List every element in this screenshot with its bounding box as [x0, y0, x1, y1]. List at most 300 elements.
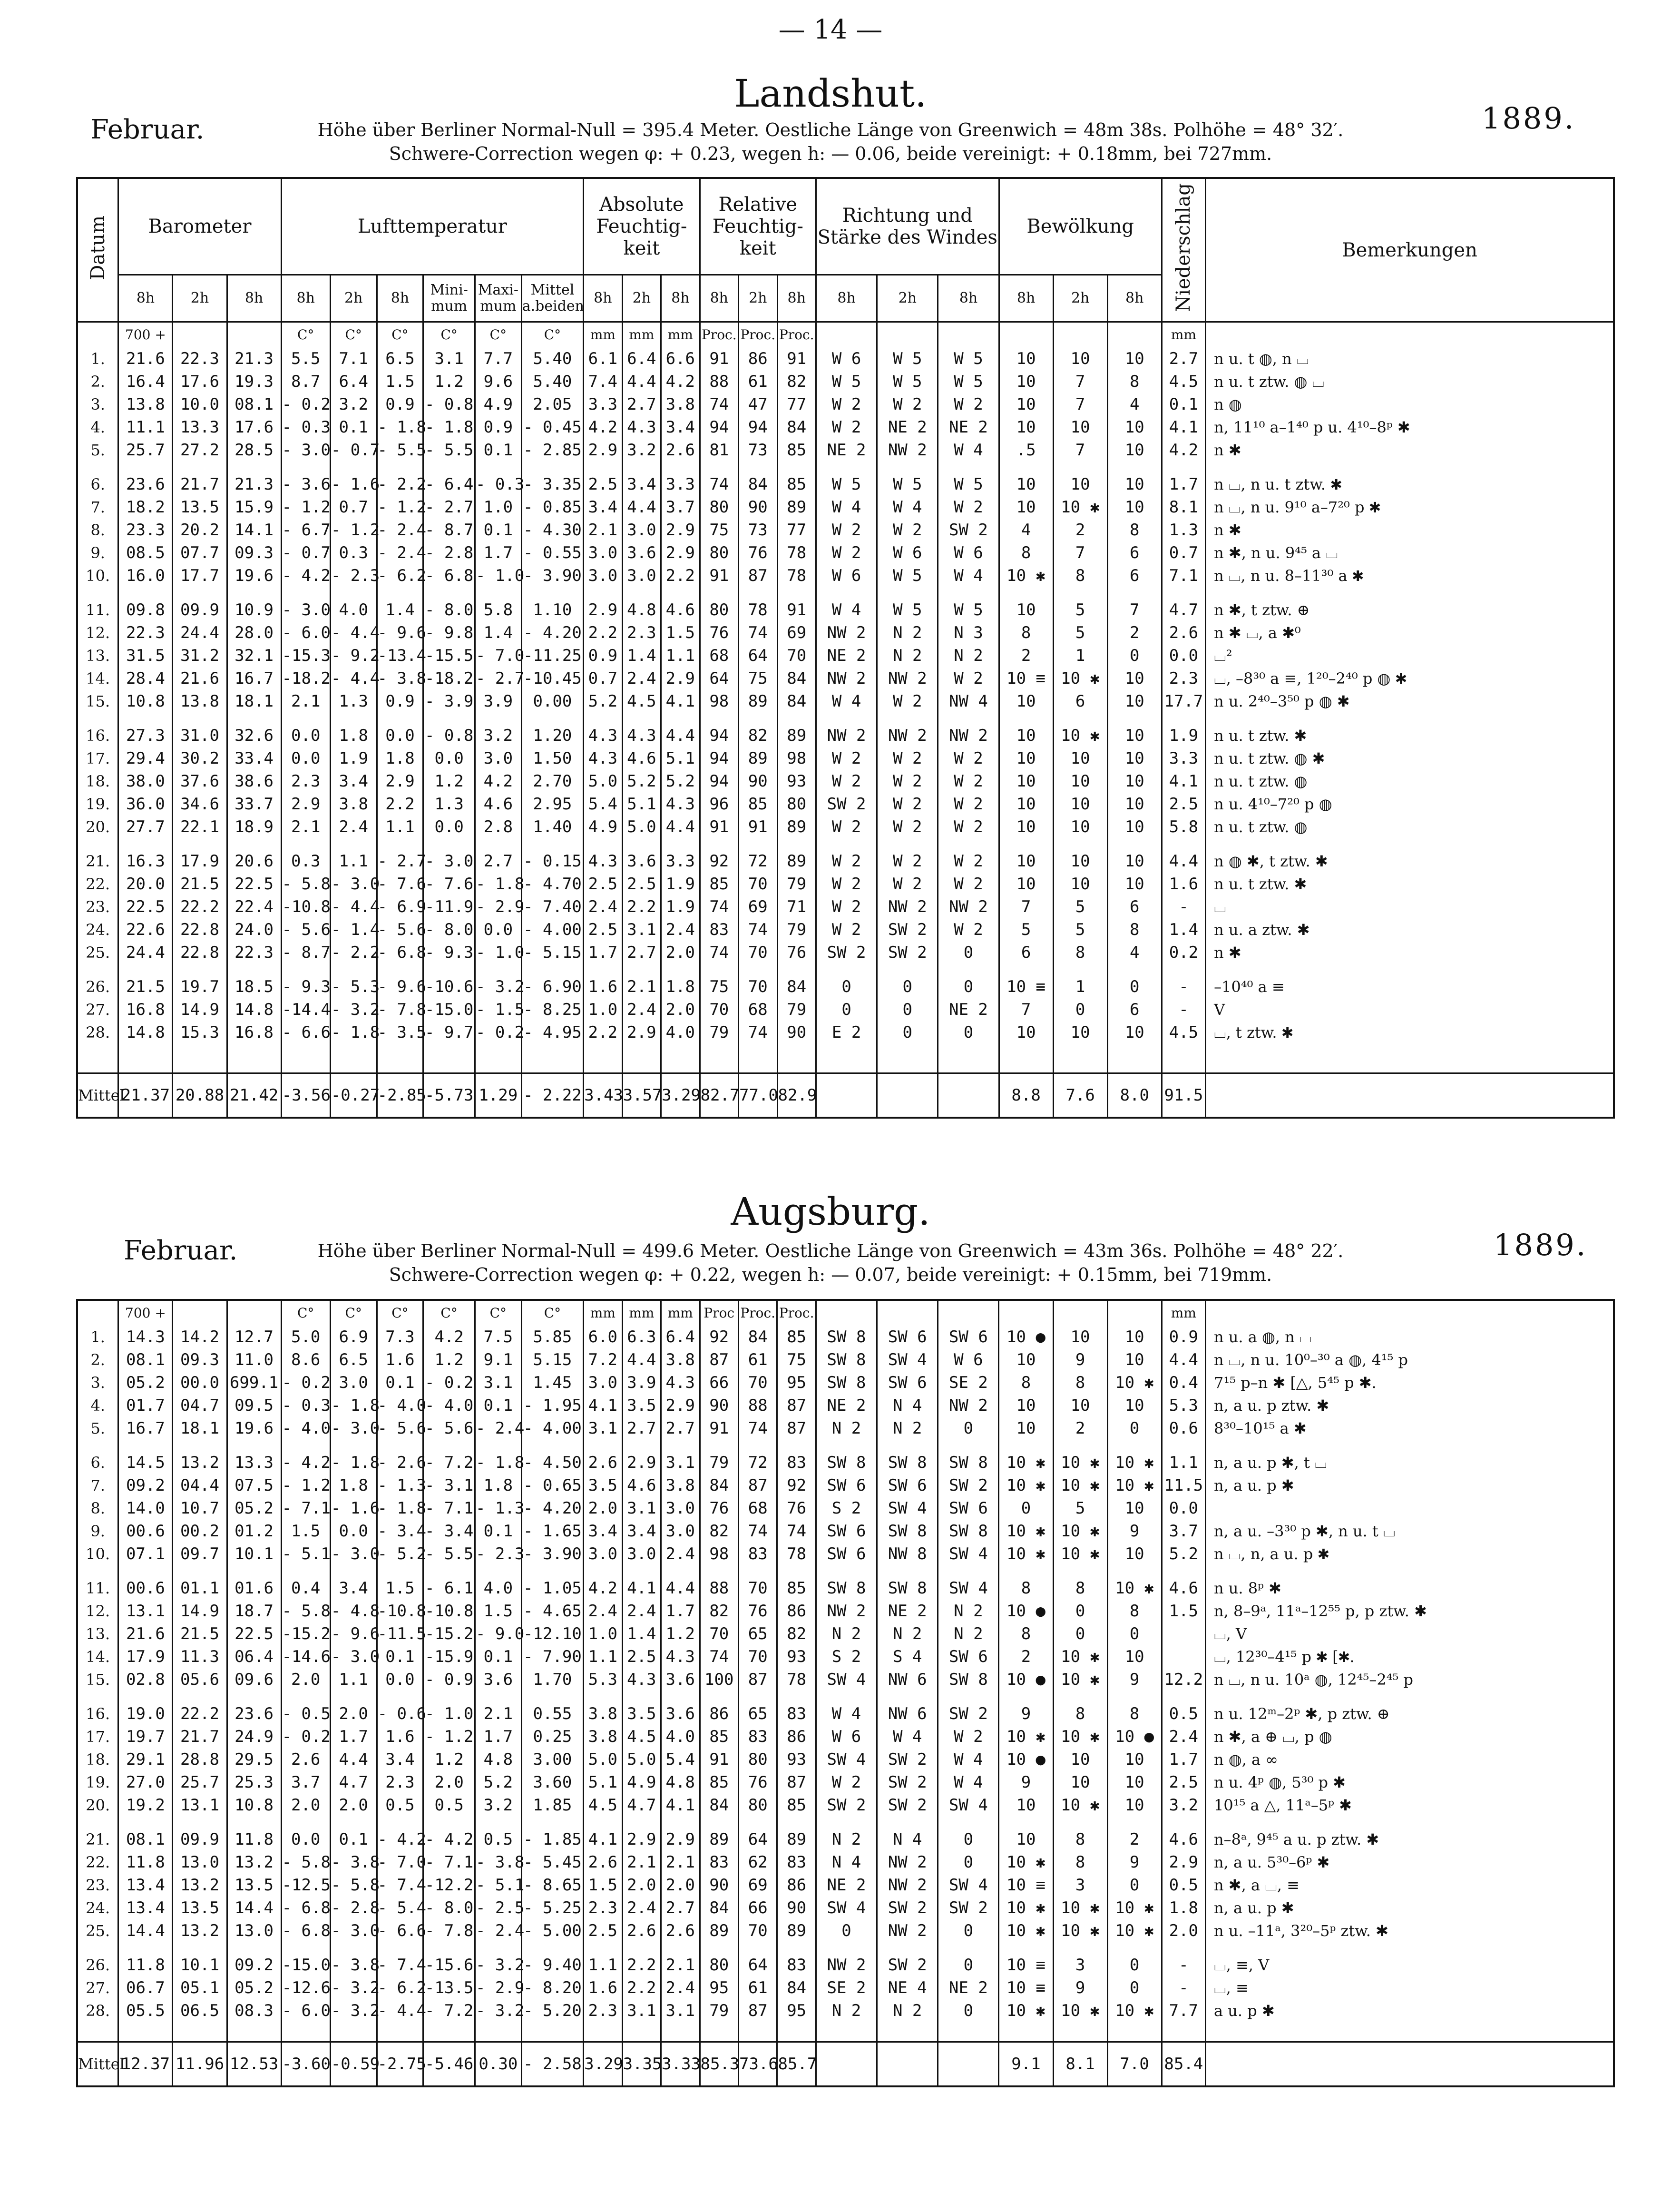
value-cell: N 2: [938, 644, 999, 667]
value-cell: 10: [999, 873, 1053, 895]
mean-cell: 20.88: [173, 1073, 227, 1118]
remark-cell: n ✱ ⌴, a ✱⁰: [1206, 621, 1614, 644]
mean-cell: [877, 1073, 938, 1118]
value-cell: 4: [1107, 393, 1162, 416]
mean-cell: 91.5: [1162, 1073, 1205, 1118]
value-cell: -15.2: [423, 1622, 475, 1645]
value-cell: 05.2: [227, 1976, 281, 1999]
value-cell: 2.95: [521, 793, 583, 816]
header-wind: Richtung und Stärke des Windes: [816, 178, 999, 275]
value-cell: 6.0: [584, 1326, 622, 1348]
value-cell: 16.7: [118, 1417, 173, 1440]
value-cell: 7: [1107, 599, 1162, 621]
date-cell: 12.: [77, 1600, 118, 1622]
value-cell: 0.5: [475, 1828, 521, 1851]
value-cell: 10 ✱: [999, 1520, 1053, 1543]
value-cell: 4.4: [622, 496, 661, 519]
value-cell: 88: [738, 1394, 777, 1417]
mean-cell: 3.33: [661, 2042, 700, 2087]
gap-cell: [1053, 587, 1107, 599]
date-cell: 10.: [77, 564, 118, 587]
value-cell: - 1.8: [330, 1021, 377, 1044]
value-cell: 5: [1053, 621, 1107, 644]
table-row: [77, 1645, 1614, 1668]
date-cell: 11.: [77, 599, 118, 621]
gap-cell: [1162, 1817, 1205, 1828]
unit-cell: [877, 1300, 938, 1326]
remark-cell: ⌴, 12³⁰–4¹⁵ p ✱ [✱.: [1206, 1645, 1614, 1668]
value-cell: 0: [999, 1497, 1053, 1520]
value-cell: 00.2: [173, 1520, 227, 1543]
value-cell: 4.0: [330, 599, 377, 621]
gap-cell: [1107, 838, 1162, 850]
spacer-cell: [938, 1044, 999, 1073]
value-cell: 2.4: [330, 816, 377, 838]
value-cell: 82: [777, 1622, 816, 1645]
unit-cell: C°: [281, 1300, 330, 1326]
value-cell: 07.5: [227, 1474, 281, 1497]
value-cell: 80: [738, 1748, 777, 1771]
value-cell: SW 8: [816, 1326, 877, 1348]
value-cell: 0.0: [1162, 1497, 1205, 1520]
value-cell: 10: [1107, 1326, 1162, 1348]
value-cell: 19.0: [118, 1702, 173, 1725]
value-cell: - 8.25: [521, 998, 583, 1021]
value-cell: 70: [739, 975, 777, 998]
gap-cell: [777, 462, 816, 473]
value-cell: 0.0: [281, 747, 330, 770]
value-cell: 85: [739, 793, 777, 816]
value-cell: - 7.8: [377, 998, 423, 1021]
value-cell: 5.15: [521, 1348, 583, 1371]
gap-cell: [330, 1565, 377, 1577]
value-cell: - 3.8: [377, 667, 423, 690]
value-cell: - 9.40: [521, 1954, 583, 1976]
value-cell: 24.4: [118, 941, 173, 964]
value-cell: 0.0: [330, 1520, 377, 1543]
mean-cell: 3.43: [584, 1073, 622, 1118]
value-cell: 10: [1053, 850, 1107, 873]
value-cell: 10 ✱: [1053, 1543, 1107, 1565]
value-cell: 17.7: [1162, 690, 1205, 713]
value-cell: - 1.2: [377, 496, 423, 519]
spacer-cell: [584, 2022, 622, 2042]
value-cell: -15.0: [423, 998, 475, 1021]
value-cell: W 2: [938, 850, 999, 873]
value-cell: 3.5: [622, 1702, 661, 1725]
value-cell: SW 6: [877, 1326, 938, 1348]
value-cell: - 9.3: [423, 941, 475, 964]
spacer-cell: [1107, 1044, 1162, 1073]
value-cell: 5.0: [622, 1748, 661, 1771]
value-cell: 91: [700, 564, 738, 587]
value-cell: - 8.65: [521, 1874, 583, 1897]
value-cell: 86: [777, 1874, 816, 1897]
value-cell: - 2.7: [377, 850, 423, 873]
header-sub-20: 8h: [1107, 275, 1162, 322]
date-cell: 14.: [77, 1645, 118, 1668]
value-cell: - 7.40: [521, 895, 583, 918]
value-cell: NW 2: [877, 1874, 938, 1897]
value-cell: 07.7: [173, 541, 227, 564]
value-cell: 83: [777, 1702, 816, 1725]
value-cell: - 7.1: [423, 1497, 475, 1520]
value-cell: 2.9: [622, 1021, 661, 1044]
value-cell: 3.1: [622, 918, 661, 941]
value-cell: 10: [999, 599, 1053, 621]
value-cell: 10: [1107, 439, 1162, 462]
value-cell: 5.1: [661, 747, 700, 770]
value-cell: 10: [1053, 347, 1107, 370]
value-cell: 5.3: [584, 1668, 622, 1691]
value-cell: 14.2: [173, 1326, 227, 1348]
value-cell: 2.2: [622, 1954, 661, 1976]
value-cell: 16.7: [227, 667, 281, 690]
value-cell: N 2: [816, 1417, 877, 1440]
value-cell: 02.8: [118, 1668, 173, 1691]
value-cell: 70: [738, 1577, 777, 1600]
value-cell: NW 2: [938, 1394, 999, 1417]
header-bewoelkung: Bewölkung: [999, 178, 1162, 275]
value-cell: 01.6: [227, 1577, 281, 1600]
value-cell: 13.3: [173, 416, 227, 439]
gap-cell: [700, 1691, 738, 1702]
value-cell: 2.0: [281, 1794, 330, 1817]
value-cell: 2: [1053, 519, 1107, 541]
value-cell: 09.6: [227, 1668, 281, 1691]
value-cell: 1.7: [475, 1725, 521, 1748]
value-cell: 29.4: [118, 747, 173, 770]
value-cell: 6: [1107, 564, 1162, 587]
spacer-cell: [77, 2022, 118, 2042]
value-cell: 8: [1053, 1851, 1107, 1874]
value-cell: 1.7: [1162, 473, 1205, 496]
value-cell: 1.9: [1162, 724, 1205, 747]
value-cell: 1: [1053, 975, 1107, 998]
gap-cell: [739, 462, 777, 473]
gap-cell: [877, 1817, 938, 1828]
value-cell: -10.8: [423, 1600, 475, 1622]
value-cell: W 5: [938, 347, 999, 370]
value-cell: 4.8: [661, 1771, 700, 1794]
table-row: [77, 1919, 1614, 1942]
value-cell: 5.2: [475, 1771, 521, 1794]
remark-cell: n ✱, a ⊕ ⌴, p ◍: [1206, 1725, 1614, 1748]
date-cell: 18.: [77, 770, 118, 793]
gap-cell: [227, 713, 281, 724]
gap-cell: [377, 713, 423, 724]
value-cell: 89: [739, 747, 777, 770]
value-cell: - 7.1: [423, 1851, 475, 1874]
value-cell: 2.5: [622, 1645, 661, 1668]
gap-cell: [877, 1942, 938, 1954]
spacer-cell: [999, 2022, 1053, 2042]
value-cell: 5.40: [521, 370, 583, 393]
value-cell: W 2: [877, 747, 938, 770]
value-cell: SW 8: [816, 1371, 877, 1394]
value-cell: 10.8: [227, 1794, 281, 1817]
date-cell: 20.: [77, 1794, 118, 1817]
value-cell: 8: [1053, 1371, 1107, 1394]
value-cell: - 9.6: [377, 975, 423, 998]
value-cell: 0: [1107, 975, 1162, 998]
unit-cell: Proc.: [738, 1300, 777, 1326]
value-cell: 4.7: [330, 1771, 377, 1794]
value-cell: 30.2: [173, 747, 227, 770]
value-cell: - 5.6: [377, 1417, 423, 1440]
gap-cell: [118, 964, 173, 975]
value-cell: 3.0: [330, 1371, 377, 1394]
value-cell: - 0.7: [330, 439, 377, 462]
gap-cell: [521, 462, 583, 473]
unit-cell: mm: [622, 1300, 661, 1326]
value-cell: 7.5: [475, 1326, 521, 1348]
value-cell: W 2: [938, 770, 999, 793]
value-cell: NW 2: [877, 1851, 938, 1874]
value-cell: 3.3: [1162, 747, 1205, 770]
value-cell: 0.1: [377, 1645, 423, 1668]
value-cell: W 2: [877, 519, 938, 541]
value-cell: 2: [999, 644, 1053, 667]
value-cell: W 2: [938, 496, 999, 519]
value-cell: 6.4: [622, 347, 661, 370]
value-cell: - 4.0: [377, 1394, 423, 1417]
value-cell: SE 2: [816, 1976, 877, 1999]
value-cell: 0: [1107, 644, 1162, 667]
value-cell: 1.8: [1162, 1897, 1205, 1919]
unit-cell: [1206, 322, 1614, 348]
value-cell: - 0.2: [423, 1371, 475, 1394]
gap-cell: [475, 587, 521, 599]
header-sub-18: 8h: [999, 275, 1053, 322]
value-cell: 10: [1053, 873, 1107, 895]
value-cell: 13.2: [173, 1451, 227, 1474]
value-cell: 10 ✱: [1107, 1451, 1162, 1474]
value-cell: 3.60: [521, 1771, 583, 1794]
gap-cell: [173, 1817, 227, 1828]
value-cell: 10: [1107, 667, 1162, 690]
value-cell: 10 ✱: [999, 1474, 1053, 1497]
value-cell: - 3.0: [330, 1417, 377, 1440]
value-cell: 88: [700, 370, 738, 393]
value-cell: 15.9: [227, 496, 281, 519]
spacer-cell: [423, 2022, 475, 2042]
table-row: [77, 1702, 1614, 1725]
value-cell: 86: [700, 1702, 738, 1725]
value-cell: 1.1: [330, 850, 377, 873]
spacer-cell: [1162, 1044, 1205, 1073]
value-cell: 2.5: [584, 1919, 622, 1942]
value-cell: 18.5: [227, 975, 281, 998]
value-cell: 21.3: [227, 347, 281, 370]
gap-cell: [330, 1440, 377, 1451]
mean-cell: 11.96: [173, 2042, 227, 2087]
remark-cell: n ✱: [1206, 439, 1614, 462]
value-cell: SW 8: [938, 1451, 999, 1474]
value-cell: - 4.00: [521, 918, 583, 941]
value-cell: -13.4: [377, 644, 423, 667]
value-cell: SW 4: [938, 1577, 999, 1600]
gap-cell: [700, 1440, 738, 1451]
value-cell: NW 2: [816, 724, 877, 747]
value-cell: 01.1: [173, 1577, 227, 1600]
value-cell: - 5.45: [521, 1851, 583, 1874]
unit-cell: C°: [423, 322, 475, 348]
gap-cell: [584, 713, 622, 724]
value-cell: 1.85: [521, 1794, 583, 1817]
value-cell: 1.5: [475, 1600, 521, 1622]
value-cell: 6.4: [661, 1326, 700, 1348]
date-cell: 10.: [77, 1543, 118, 1565]
gap-cell: [1107, 587, 1162, 599]
value-cell: 3.4: [330, 770, 377, 793]
value-cell: - 6.0: [281, 1999, 330, 2022]
value-cell: 13.2: [173, 1919, 227, 1942]
table-row: [77, 564, 1614, 587]
value-cell: 74: [739, 621, 777, 644]
value-cell: 0: [1107, 1622, 1162, 1645]
value-cell: - 5.6: [377, 918, 423, 941]
value-cell: 75: [739, 667, 777, 690]
value-cell: 9.1: [475, 1348, 521, 1371]
value-cell: 08.1: [118, 1828, 173, 1851]
value-cell: 0: [1107, 1954, 1162, 1976]
gap-cell: [877, 587, 938, 599]
value-cell: 11.5: [1162, 1474, 1205, 1497]
gap-cell: [521, 838, 583, 850]
value-cell: 91: [739, 816, 777, 838]
value-cell: 1.0: [475, 496, 521, 519]
value-cell: 10: [1107, 1021, 1162, 1044]
gap-cell: [877, 462, 938, 473]
value-cell: SW 4: [938, 1874, 999, 1897]
value-cell: SW 2: [938, 1702, 999, 1725]
unit-cell: [816, 322, 877, 348]
value-cell: 98: [777, 747, 816, 770]
value-cell: - 5.25: [521, 1897, 583, 1919]
value-cell: SW 6: [877, 1474, 938, 1497]
value-cell: E 2: [816, 1021, 877, 1044]
mean-cell: 82.9: [777, 1073, 816, 1118]
gap-cell: [700, 1565, 738, 1577]
gap-cell: [584, 838, 622, 850]
value-cell: [1162, 1645, 1205, 1668]
value-cell: - 7.2: [423, 1451, 475, 1474]
value-cell: 1.5: [377, 370, 423, 393]
value-cell: -12.6: [281, 1976, 330, 1999]
value-cell: 92: [700, 1326, 738, 1348]
unit-cell: C°: [423, 1300, 475, 1326]
value-cell: 05.2: [227, 1497, 281, 1520]
value-cell: W 2: [938, 747, 999, 770]
station-meta-line-1: Höhe über Berliner Normal-Null = 499.6 Meter. Oestliche Länge von Greenwich = 43m 36s. Polhöhe = 48° 22′.: [317, 1240, 1344, 1261]
value-cell: 0.6: [1162, 1417, 1205, 1440]
mean-cell: 12.53: [227, 2042, 281, 2087]
value-cell: SW 2: [877, 1954, 938, 1976]
value-cell: 80: [700, 541, 738, 564]
remark-cell: n, a u. p ✱, t ⌴: [1206, 1451, 1614, 1474]
value-cell: 10: [1107, 347, 1162, 370]
value-cell: 3.0: [622, 519, 661, 541]
gap-cell: [816, 964, 877, 975]
value-cell: 3.9: [475, 690, 521, 713]
value-cell: 0.4: [1162, 1371, 1205, 1394]
value-cell: 89: [777, 816, 816, 838]
value-cell: 05.5: [118, 1999, 173, 2022]
value-cell: - 6.2: [377, 564, 423, 587]
value-cell: 17.7: [173, 564, 227, 587]
value-cell: 4.1: [1162, 416, 1205, 439]
value-cell: 4.3: [584, 747, 622, 770]
value-cell: 9: [1107, 1668, 1162, 1691]
value-cell: 75: [700, 975, 738, 998]
gap-cell: [1053, 964, 1107, 975]
gap-cell: [816, 1440, 877, 1451]
value-cell: 10.9: [227, 599, 281, 621]
date-cell: 15.: [77, 1668, 118, 1691]
value-cell: 87: [777, 1771, 816, 1794]
value-cell: - 1.8: [330, 1451, 377, 1474]
gap-cell: [227, 1565, 281, 1577]
gap-cell: [738, 1565, 777, 1577]
gap-cell: [584, 1691, 622, 1702]
value-cell: 14.8: [118, 1021, 173, 1044]
value-cell: 2.4: [622, 1600, 661, 1622]
value-cell: -13.5: [423, 1976, 475, 1999]
table-row: [77, 541, 1614, 564]
value-cell: 11.0: [227, 1348, 281, 1371]
value-cell: 22.6: [118, 918, 173, 941]
remark-cell: V: [1206, 998, 1614, 1021]
value-cell: N 2: [877, 1622, 938, 1645]
value-cell: 82: [700, 1520, 738, 1543]
value-cell: 0.1: [475, 1394, 521, 1417]
value-cell: 10 ✱: [1053, 1999, 1107, 2022]
value-cell: 2.6: [584, 1451, 622, 1474]
value-cell: SW 4: [816, 1748, 877, 1771]
value-cell: 73: [739, 439, 777, 462]
header-niederschlag-label: Niederschlag: [1172, 183, 1195, 312]
value-cell: 10 ✱: [1107, 1919, 1162, 1942]
value-cell: 0.1: [475, 519, 521, 541]
value-cell: 8: [999, 1622, 1053, 1645]
spacer-cell: [777, 2022, 816, 2042]
value-cell: 94: [700, 770, 738, 793]
value-cell: 1.5: [377, 1577, 423, 1600]
header-sub-6: Mini-mum: [423, 275, 475, 322]
value-cell: 3.7: [661, 496, 700, 519]
value-cell: - 7.4: [377, 1874, 423, 1897]
gap-cell: [77, 838, 118, 850]
spacer-cell: [738, 2022, 777, 2042]
value-cell: 13.3: [227, 1451, 281, 1474]
value-cell: 7: [1053, 439, 1107, 462]
gap-cell: [739, 713, 777, 724]
remark-cell: n, a u. p ztw. ✱: [1206, 1394, 1614, 1417]
value-cell: W 6: [816, 564, 877, 587]
value-cell: 2.7: [661, 1897, 700, 1919]
gap-cell: [1053, 1565, 1107, 1577]
remark-cell: n u. 4¹⁰–7²⁰ p ◍: [1206, 793, 1614, 816]
table-row: [77, 667, 1614, 690]
gap-cell: [377, 1565, 423, 1577]
mean-label: Mittel: [77, 1073, 118, 1118]
value-cell: - 4.4: [377, 1999, 423, 2022]
table-row: [77, 724, 1614, 747]
value-cell: 0.1: [1162, 393, 1205, 416]
remark-cell: n u. t ◍, n ⌴: [1206, 347, 1614, 370]
value-cell: 76: [700, 1497, 738, 1520]
